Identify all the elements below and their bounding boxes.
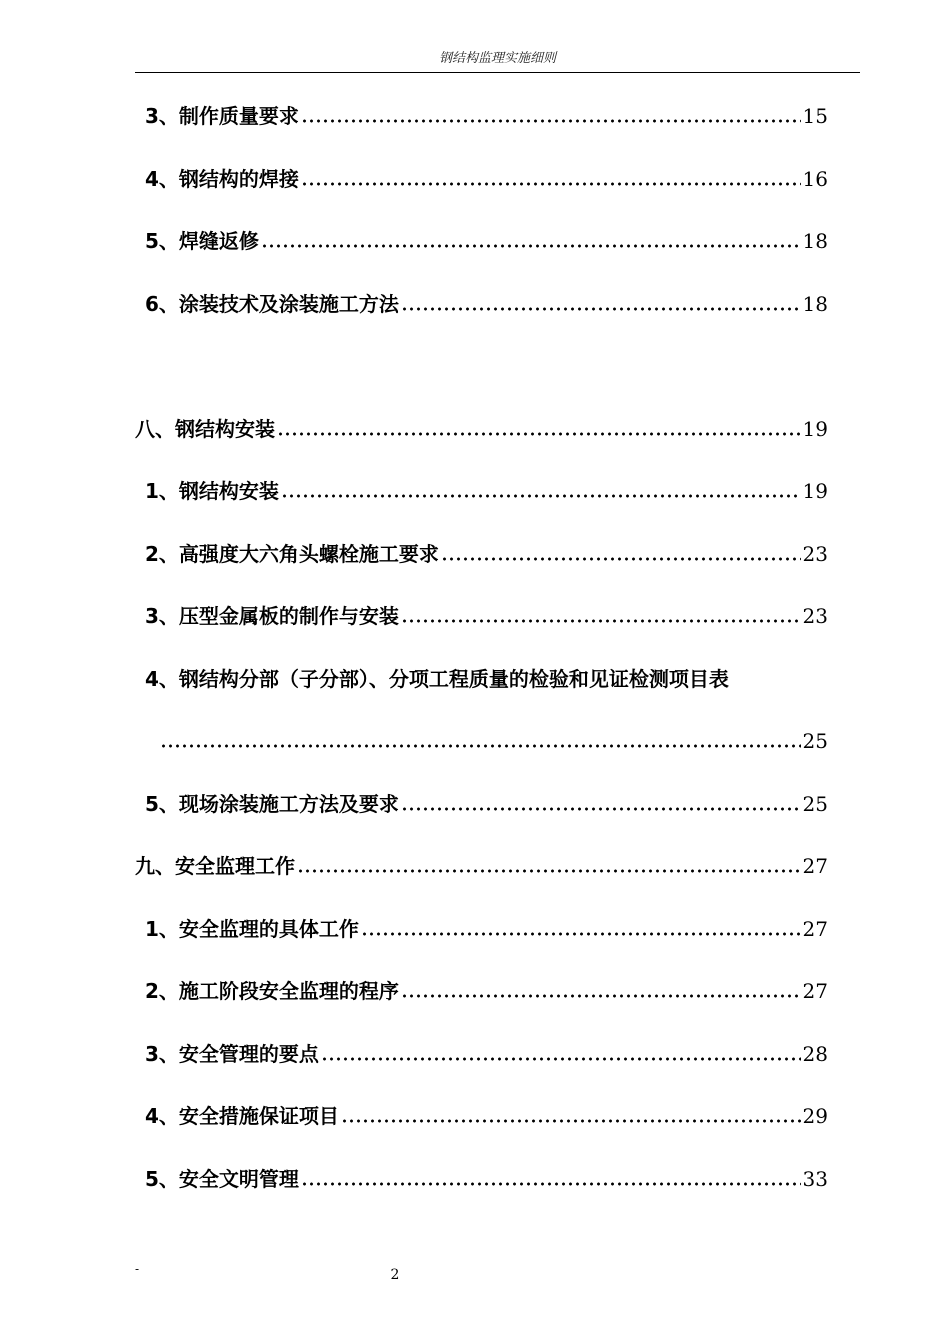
toc-entry-page: 28 (802, 1042, 828, 1066)
footer-dash: - (135, 1262, 140, 1276)
toc-entry[interactable] (145, 1165, 828, 1193)
dot-leader (401, 977, 801, 1005)
dot-leader (301, 1165, 801, 1193)
toc-section-8[interactable] (135, 415, 828, 443)
toc-entry-page: 27 (802, 917, 828, 941)
toc-entry-wrapped-label[interactable]: 4、钢结构分部（子分部）、分项工程质量的检验和见证检测项目表 (145, 667, 729, 691)
running-header: 钢结构监理实施细则 (135, 50, 860, 73)
toc-entry-page: 23 (802, 604, 828, 628)
dot-leader (160, 727, 801, 755)
dot-leader (341, 1102, 801, 1130)
toc-entry-label: 5、现场涂装施工方法及要求 (145, 792, 399, 816)
toc-entry-page: 27 (802, 979, 828, 1003)
dot-leader (301, 165, 801, 193)
toc-entry[interactable] (145, 977, 828, 1005)
toc-entry[interactable] (145, 165, 828, 193)
toc-entry-page: 25 (802, 729, 828, 753)
toc-entry-label: 4、安全措施保证项目 (145, 1104, 339, 1128)
toc-entry-page: 18 (802, 229, 828, 253)
toc-entry-label: 3、安全管理的要点 (145, 1042, 319, 1066)
toc-entry[interactable] (145, 790, 828, 818)
toc-entry-page: 15 (802, 104, 828, 128)
toc-entry[interactable] (145, 540, 828, 568)
toc-entry-label: 5、焊缝返修 (145, 229, 259, 253)
toc-entry-page: 29 (802, 1104, 828, 1128)
toc-entry-label: 4、钢结构的焊接 (145, 167, 299, 191)
toc-entry-wrapped-continuation[interactable] (160, 727, 828, 755)
toc-entry[interactable] (145, 602, 828, 630)
toc-entry[interactable] (145, 1040, 828, 1068)
dot-leader (321, 1040, 801, 1068)
dot-leader (441, 540, 801, 568)
toc-entry-label: 3、压型金属板的制作与安装 (145, 604, 399, 628)
toc-entry-label: 1、安全监理的具体工作 (145, 917, 359, 941)
dot-leader (361, 915, 801, 943)
dot-leader (401, 790, 801, 818)
toc-entry-page: 23 (802, 542, 828, 566)
dot-leader (401, 602, 801, 630)
toc-entry-page: 16 (802, 167, 828, 191)
toc-entry-page: 33 (802, 1167, 828, 1191)
dot-leader (281, 477, 801, 505)
toc-entry-page: 25 (802, 792, 828, 816)
dot-leader (301, 102, 801, 130)
toc-entry[interactable] (145, 290, 828, 318)
toc-entry-label: 3、制作质量要求 (145, 104, 299, 128)
dot-leader (261, 227, 801, 255)
toc-section-page: 19 (802, 417, 828, 441)
dot-leader (401, 290, 801, 318)
toc-entry-label: 1、钢结构安装 (145, 479, 279, 503)
dot-leader (297, 852, 801, 880)
toc-entry-label: 5、安全文明管理 (145, 1167, 299, 1191)
toc-section-label: 九、安全监理工作 (135, 854, 295, 878)
dot-leader (277, 415, 801, 443)
toc-entry[interactable] (145, 227, 828, 255)
toc-entry-label: 2、高强度大六角头螺栓施工要求 (145, 542, 439, 566)
toc-entry-label: 6、涂装技术及涂装施工方法 (145, 292, 399, 316)
toc-entry-label: 2、施工阶段安全监理的程序 (145, 979, 399, 1003)
toc-section-page: 27 (802, 854, 828, 878)
toc-entry-page: 18 (802, 292, 828, 316)
toc-entry[interactable] (145, 102, 828, 130)
toc-entry[interactable] (145, 915, 828, 943)
page-number: 2 (390, 1267, 400, 1283)
toc-section-label: 八、钢结构安装 (135, 417, 275, 441)
toc-entry[interactable] (145, 1102, 828, 1130)
toc-entry[interactable] (145, 477, 828, 505)
toc-entry-page: 19 (802, 479, 828, 503)
toc-section-9[interactable] (135, 852, 828, 880)
